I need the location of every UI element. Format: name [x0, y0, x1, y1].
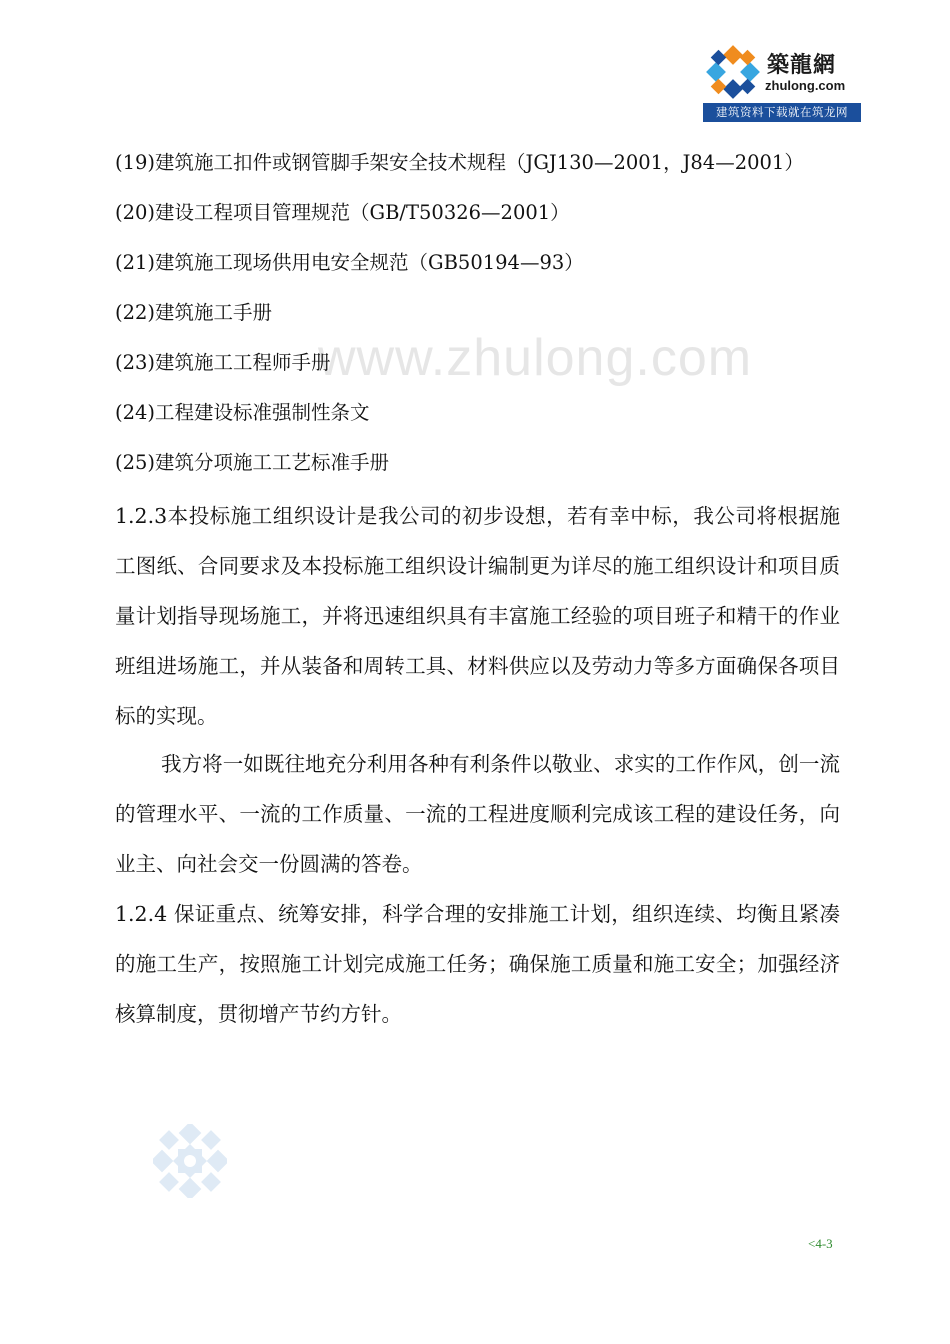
logo-url: zhulong.com: [765, 78, 846, 93]
list-item: (23)建筑施工工程师手册: [115, 351, 331, 374]
logo-title: 築龍網: [767, 53, 837, 78]
snowflake-logo-icon: [703, 43, 763, 101]
logo-banner: 建筑资料下载就在筑龙网: [703, 103, 861, 122]
list-item: (22)建筑施工手册: [115, 301, 273, 324]
paragraph-1-2-4: 1.2.4 保证重点、统筹安排，科学合理的安排施工计划，组织连续、均衡且紧凑的施工生产，按照施工计划完成施工任务；确保施工质量和施工安全；加强经济核算制度，贯彻增产节约方针。: [115, 902, 840, 1026]
logo-top: [703, 42, 861, 102]
reference-list: [115, 143, 840, 493]
site-logo: [703, 42, 861, 122]
list-item: (19)建筑施工扣件或钢管脚手架安全技术规程（JGJ130—2001，J84—2001）: [115, 151, 804, 174]
list-item: (21)建筑施工现场供用电安全规范（GB50194—93）: [115, 251, 584, 274]
paragraph-1-2-3: 1.2.3本投标施工组织设计是我公司的初步设想，若有幸中标，我公司将根据施工图纸、合同要求及本投标施工组织设计编制更为详尽的施工组织设计和项目质量计划指导现场施工，并将迅速组织具有丰富施工经验的项目班子和精干的作业班组进场施工，并从装备和周转工具、材料供应以及劳动力等多方面确保各项目标的实现。: [115, 504, 840, 728]
paragraph-commitment: 我方将一如既往地充分利用各种有利条件以敬业、求实的工作作风，创一流的管理水平、一流的工作质量、一流的工程进度顺利完成该工程的建设任务，向业主、向社会交一份圆满的答卷。: [115, 752, 840, 876]
page-number: <4-3: [808, 1236, 833, 1251]
watermark-text: www.zhulong.com: [318, 329, 753, 387]
list-item: (25)建筑分项施工工艺标准手册: [115, 451, 390, 474]
list-item: (20)建设工程项目管理规范（GB/T50326—2001）: [115, 201, 570, 224]
snowflake-watermark-icon: [153, 1124, 227, 1198]
list-item: (24)工程建设标准强制性条文: [115, 401, 370, 424]
